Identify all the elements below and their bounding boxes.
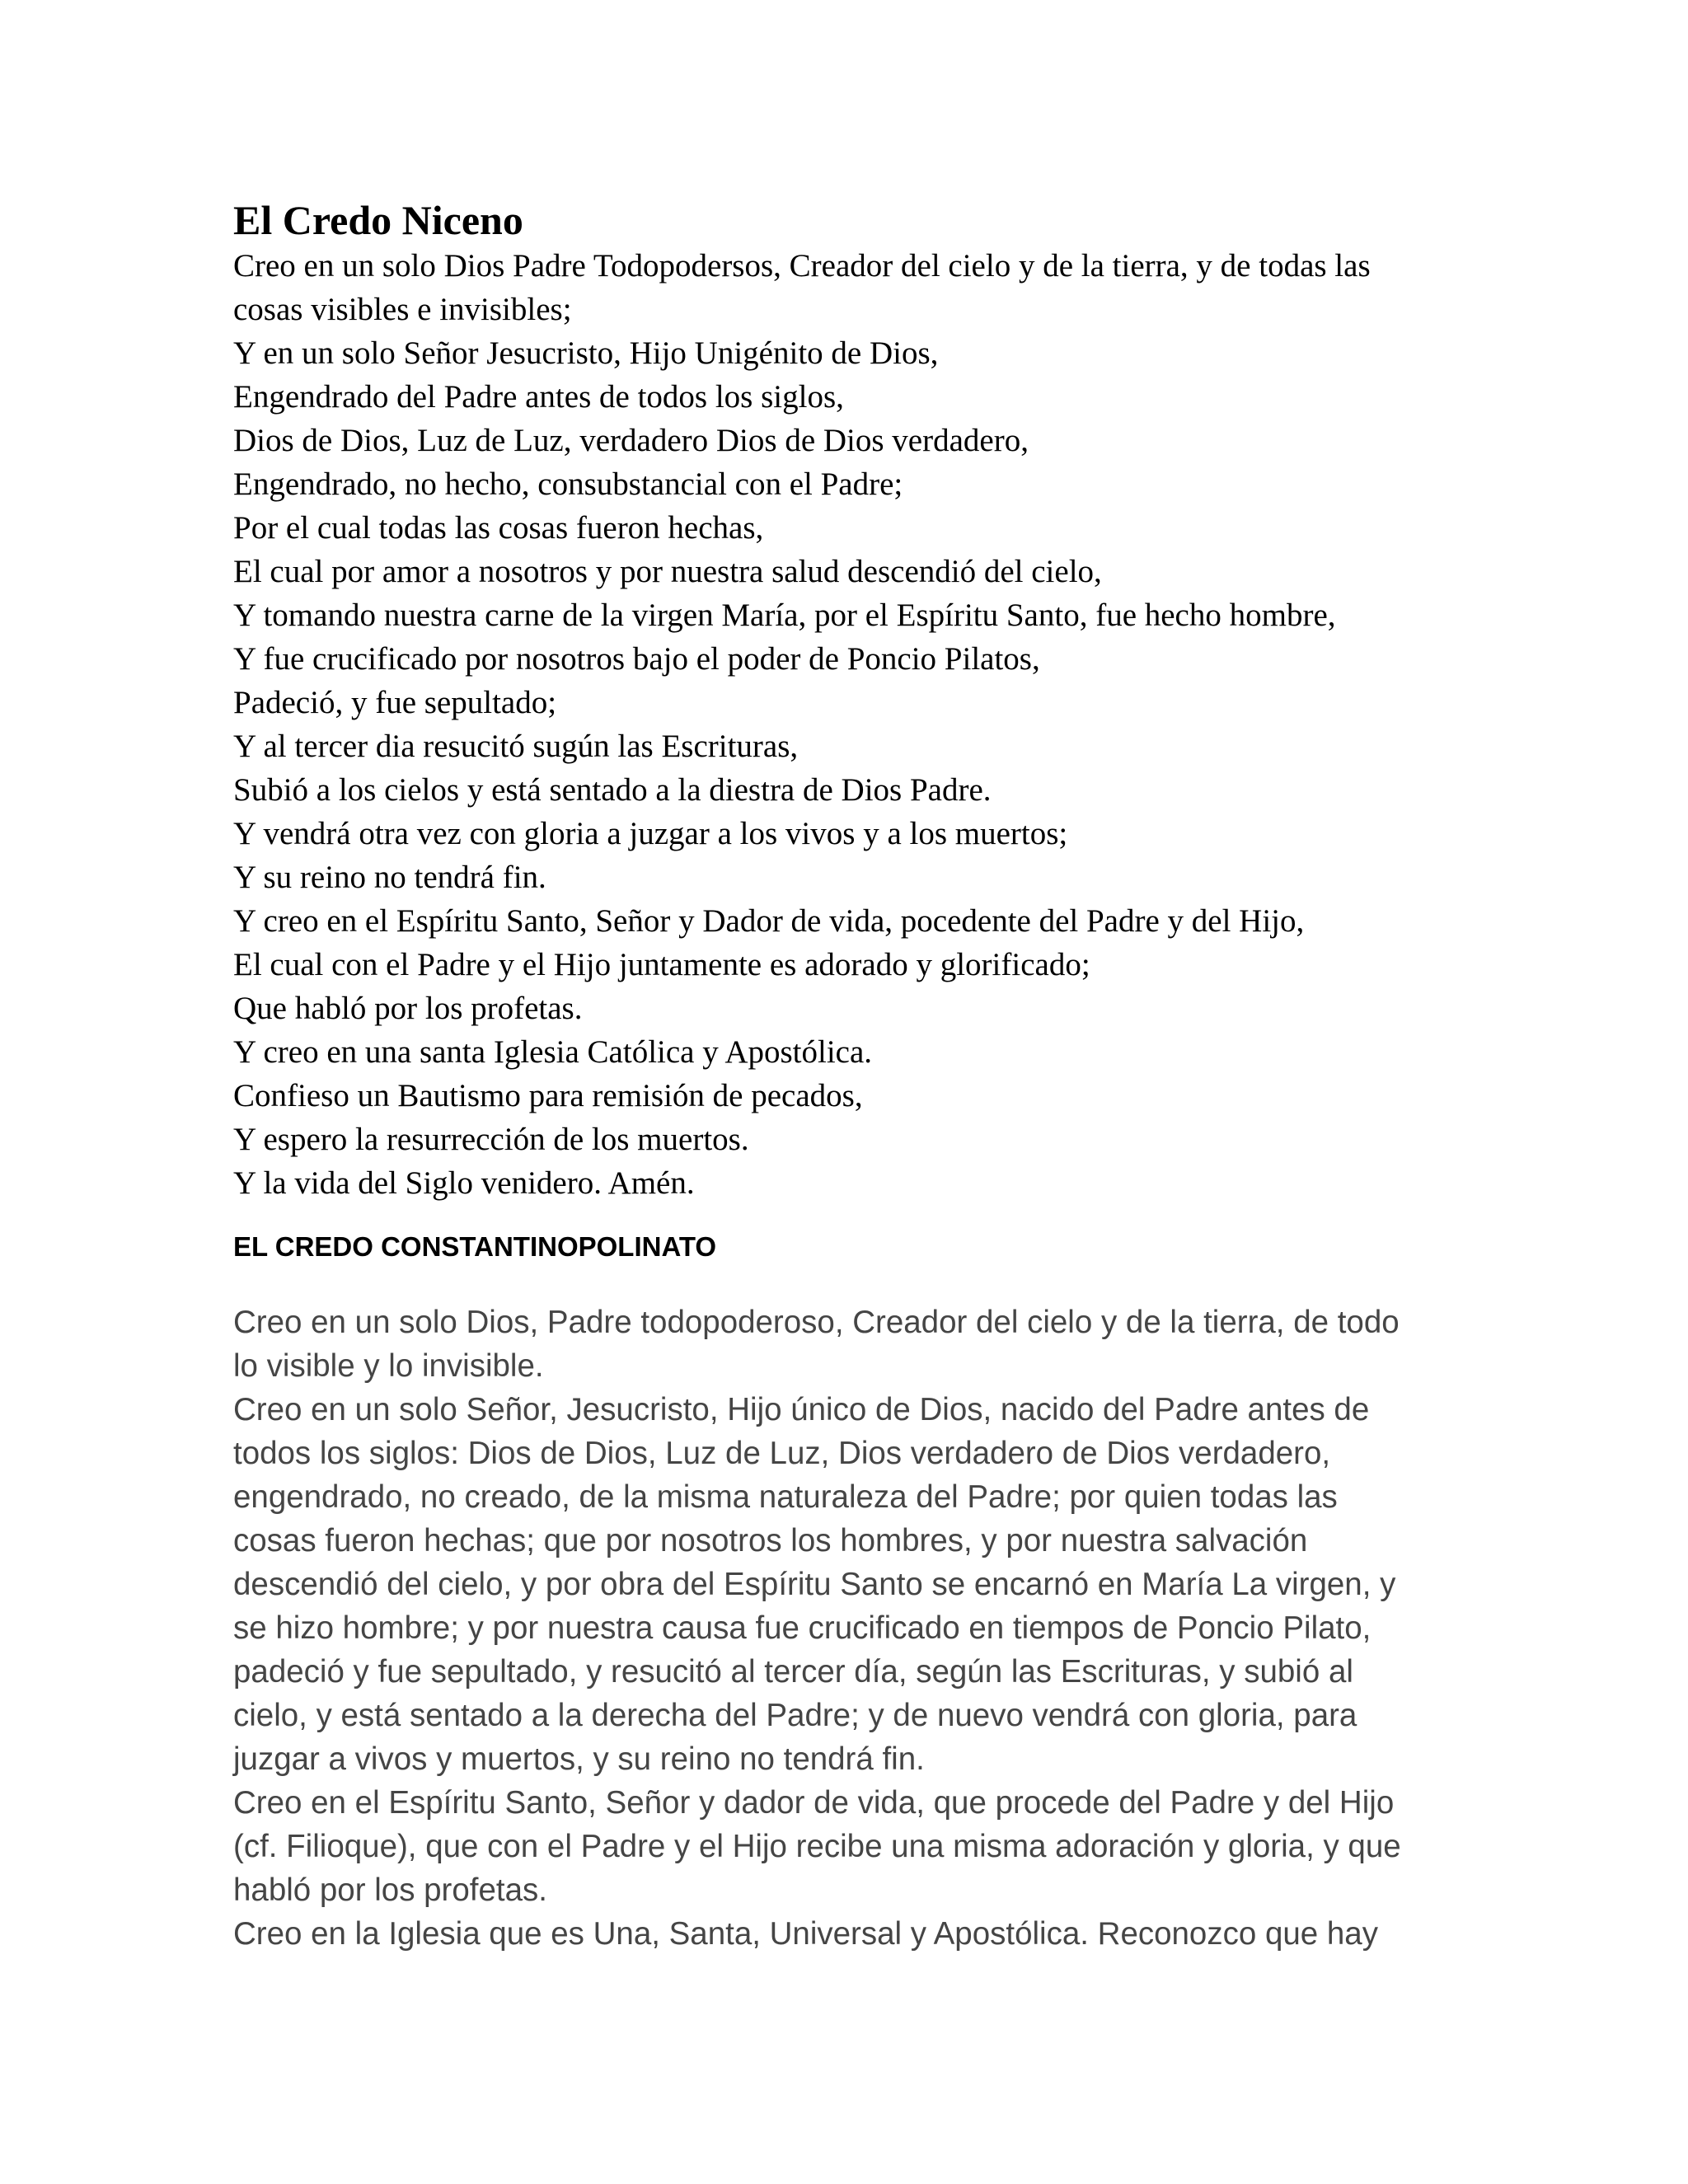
nicene-line: Y creo en una santa Iglesia Católica y Apostólica. [233,1034,873,1070]
nicene-line: Y fue crucificado por nosotros bajo el poder de Poncio Pilatos, [233,641,1040,677]
constantinopolitan-line: descendió del cielo, y por obra del Espíritu Santo se encarnó en María La virgen, y [233,1567,1396,1602]
nicene-creed-title: El Credo Niceno [233,197,523,243]
nicene-creed-section [233,196,1470,1205]
constantinopolitan-line: Creo en un solo Señor, Jesucristo, Hijo único de Dios, nacido del Padre antes de [233,1392,1370,1427]
constantinopolitan-line: habló por los profetas. [233,1872,547,1908]
constantinopolitan-line: Creo en la Iglesia que es Una, Santa, Universal y Apostólica. Reconozco que hay [233,1916,1378,1952]
nicene-line: Y espero la resurrección de los muertos. [233,1122,749,1157]
constantinopolitan-line: cielo, y está sentado a la derecha del Padre; y de nuevo vendrá con gloria, para [233,1698,1357,1733]
constantinopolitan-creed-title: EL CREDO CONSTANTINOPOLINATO [233,1231,717,1262]
constantinopolitan-line: (cf. Filioque), que con el Padre y el Hijo recibe una misma adoración y gloria, y que [233,1829,1401,1864]
nicene-line: Y al tercer dia resucitó sugún las Escrituras, [233,729,799,764]
constantinopolitan-line: juzgar a vivos y muertos, y su reino no tendrá fin. [233,1741,925,1777]
constantinopolitan-line: engendrado, no creado, de la misma naturaleza del Padre; por quien todas las [233,1479,1338,1515]
nicene-line: El cual con el Padre y el Hijo juntamente es adorado y glorificado; [233,947,1090,982]
constantinopolitan-line: todos los siglos: Dios de Dios, Luz de Luz, Dios verdadero de Dios verdadero, [233,1436,1331,1471]
nicene-line: Confieso un Bautismo para remisión de pecados, [233,1078,863,1113]
nicene-line: Subió a los cielos y está sentado a la diestra de Dios Padre. [233,772,992,808]
constantinopolitan-line: Creo en un solo Dios, Padre todopoderoso, Creador del cielo y de la tierra, de todo [233,1305,1400,1340]
nicene-line: Dios de Dios, Luz de Luz, verdadero Dios de Dios verdadero, [233,423,1029,458]
nicene-line: Y en un solo Señor Jesucristo, Hijo Unigénito de Dios, [233,335,939,371]
constantinopolitan-line: Creo en el Espíritu Santo, Señor y dador de vida, que procede del Padre y del Hijo [233,1785,1395,1821]
nicene-line: El cual por amor a nosotros y por nuestra salud descendió del cielo, [233,554,1102,589]
constantinopolitan-creed-section [233,1301,1486,1956]
nicene-line: Engendrado del Padre antes de todos los siglos, [233,379,844,415]
constantinopolitan-line: padeció y fue sepultado, y resucitó al tercer día, según las Escrituras, y subió al [233,1654,1353,1690]
nicene-line: Creo en un solo Dios Padre Todopodersos, Creador del cielo y de la tierra, y de todas las [233,248,1371,284]
nicene-line: cosas visibles e invisibles; [233,292,572,327]
nicene-line: Y tomando nuestra carne de la virgen María, por el Espíritu Santo, fue hecho hombre, [233,598,1336,633]
nicene-line: Padeció, y fue sepultado; [233,685,557,720]
nicene-line: Y la vida del Siglo venidero. Amén. [233,1165,695,1201]
nicene-line: Y creo en el Espíritu Santo, Señor y Dador de vida, pocedente del Padre y del Hijo, [233,903,1305,939]
nicene-line: Que habló por los profetas. [233,991,583,1026]
constantinopolitan-line: lo visible y lo invisible. [233,1348,544,1384]
constantinopolitan-line: se hizo hombre; y por nuestra causa fue crucificado en tiempos de Poncio Pilato, [233,1610,1372,1646]
nicene-line: Por el cual todas las cosas fueron hechas, [233,510,764,546]
nicene-line: Y su reino no tendrá fin. [233,860,546,895]
nicene-line: Y vendrá otra vez con gloria a juzgar a los vivos y a los muertos; [233,816,1068,851]
constantinopolitan-line: cosas fueron hechas; que por nosotros los hombres, y por nuestra salvación [233,1523,1308,1558]
nicene-line: Engendrado, no hecho, consubstancial con el Padre; [233,466,903,502]
